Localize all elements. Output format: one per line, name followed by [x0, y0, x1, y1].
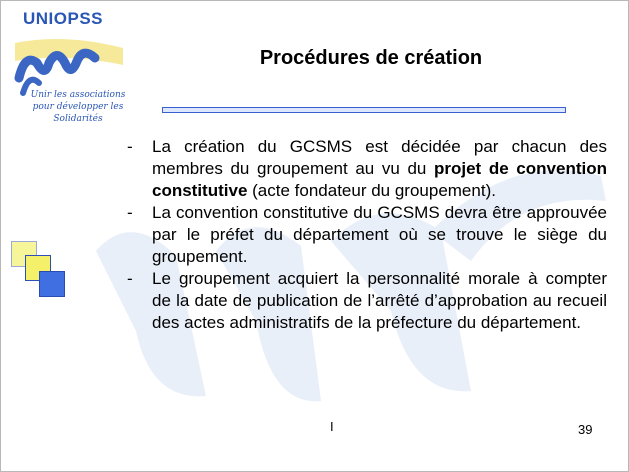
decorative-squares — [11, 241, 71, 311]
slide-title: Procédures de création — [259, 47, 483, 69]
logo-title: UNIOPSS — [23, 9, 104, 28]
page-number: 39 — [578, 422, 593, 437]
bullet-text-after: (acte fondateur du groupement). — [247, 181, 496, 200]
title-underline-bar — [162, 107, 566, 113]
bullet-text: La convention constitutive du GCSMS devra être approuvée par le préfet du département où se trouve le siège du groupement. — [152, 203, 607, 266]
logo-motto: Unir les associations pour développer les Solidarités — [30, 90, 126, 124]
bullet-dash: - — [127, 203, 133, 222]
square-blue — [39, 271, 65, 297]
bullet-dash: - — [127, 269, 133, 288]
bullet-item — [127, 268, 607, 334]
uniopss-logo — [5, 3, 125, 153]
bullet-text-before: La création du GCSMS est décidée par chacun des membres du groupement au vu du — [152, 137, 607, 178]
bullet-text-bold: projet de convention constitutive — [152, 159, 607, 200]
bullet-item — [127, 136, 607, 202]
bullet-text: Le groupement acquiert la personnalité morale à compter de la date de publication de l’arrêté d’approbation au recueil des actes administratifs de la préfecture du département. — [152, 269, 607, 332]
bullet-dash: - — [127, 137, 133, 156]
bullet-list — [127, 136, 607, 334]
center-mark: I — [330, 419, 334, 434]
bullet-item — [127, 202, 607, 268]
